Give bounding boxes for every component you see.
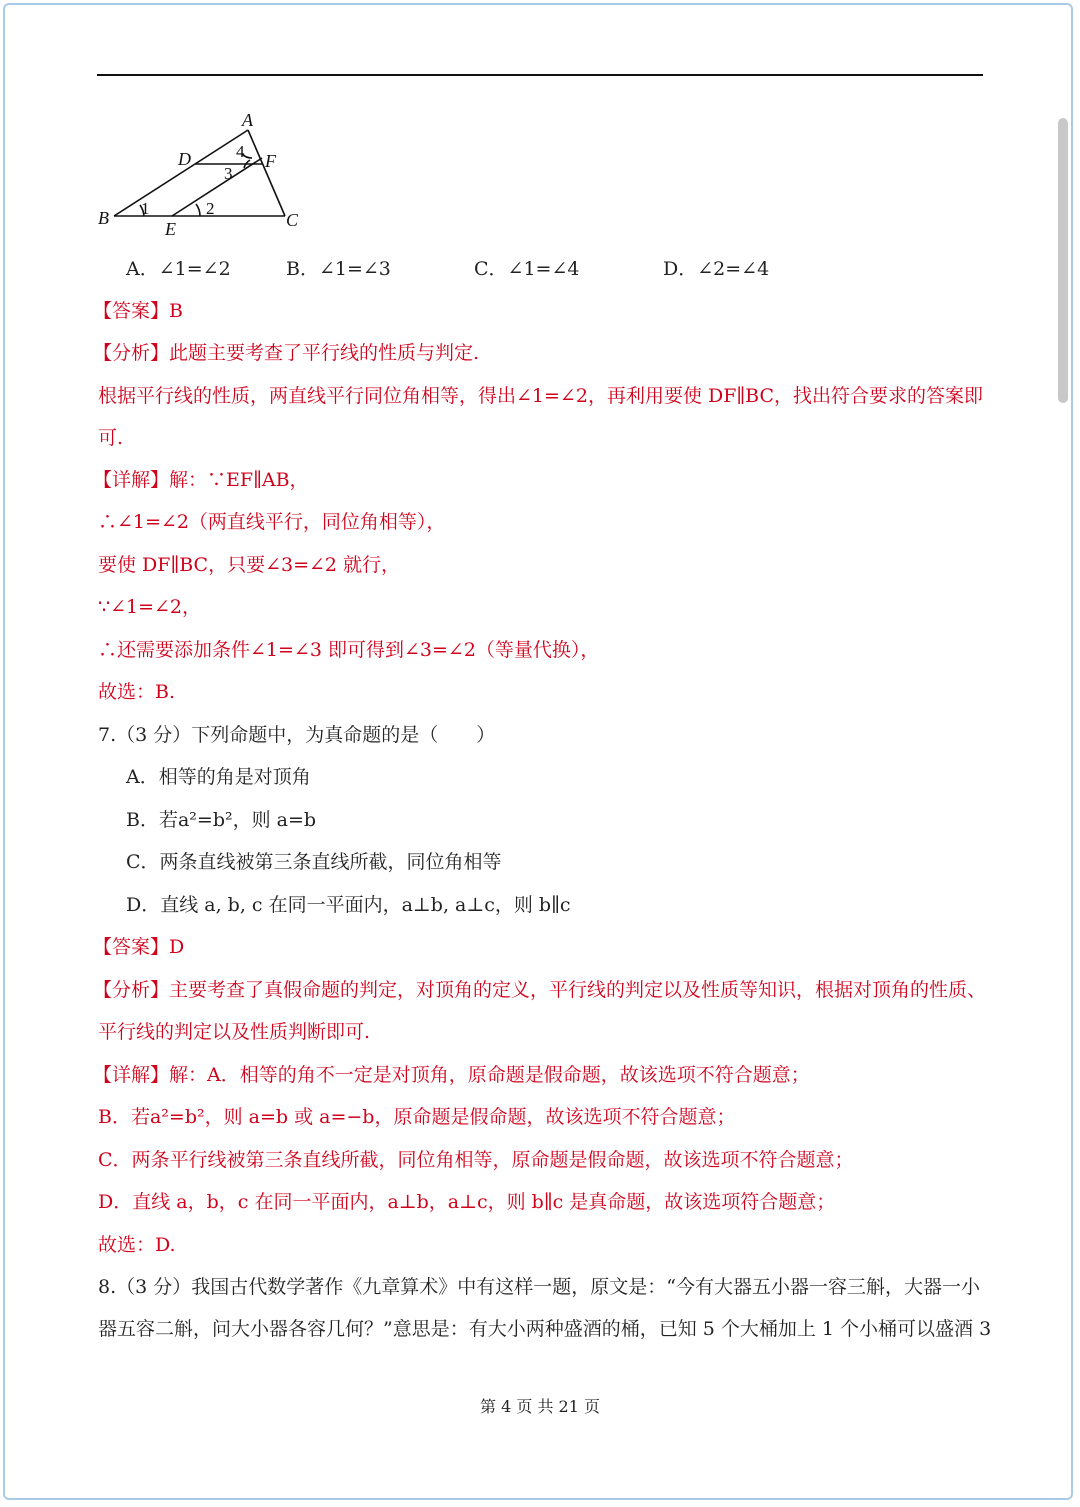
analysis-text: 主要考查了真假命题的判定，对顶角的定义，平行线的判定以及性质等知识，根据对顶角的性质、 <box>169 979 987 1001</box>
vertical-scrollbar[interactable] <box>1058 118 1068 403</box>
q8-line2: 器五容二斛，问大小器各容几何？”意思是：有大小两种盛酒的桶，已知 5 个大桶加上 1 个小桶可以盛酒 3 <box>98 1318 992 1340</box>
analysis-text: 此题主要考查了平行线的性质与判定. <box>169 342 480 364</box>
q7-option-a: A．相等的角是对顶角 <box>126 766 311 788</box>
analysis-tag: 【分析】 <box>93 342 170 364</box>
q6-analysis-line3: 可. <box>98 427 124 449</box>
label-b: B <box>98 208 109 228</box>
q7-option-d: D．直线 a, b, c 在同一平面内，a⊥b, a⊥c，则 b∥c <box>126 894 571 916</box>
label-angle-4: 4 <box>236 142 245 161</box>
label-f: F <box>265 151 276 171</box>
label-angle-1: 1 <box>141 199 150 218</box>
q6-detail <box>93 467 309 493</box>
detail-tag: 【详解】 <box>93 1064 170 1086</box>
label-a: A <box>242 110 253 130</box>
answer-value: D <box>169 936 185 958</box>
q7-detail-line3: C．两条平行线被第三条直线所截，同位角相等，原命题是假命题，故该选项不符合题意； <box>98 1149 854 1171</box>
detail-text: 解：∵EF∥AB， <box>169 469 309 491</box>
q7-analysis <box>93 977 986 1003</box>
header-rule <box>97 74 983 76</box>
q6-detail-line2: ∴∠1=∠2（两直线平行，同位角相等）， <box>98 511 446 533</box>
detail-text: 解：A．相等的角不一定是对顶角，原命题是假命题，故该选项不符合题意； <box>169 1064 810 1086</box>
q7-detail <box>93 1062 810 1088</box>
q6-answer <box>93 298 183 324</box>
line-ac <box>248 130 285 216</box>
arc-angle-2 <box>196 204 200 216</box>
q6-detail-line4: ∵∠1=∠2， <box>98 596 202 618</box>
label-angle-3: 3 <box>224 164 233 183</box>
label-d: D <box>178 149 191 169</box>
q6-option-a: A．∠1=∠2 <box>126 258 231 280</box>
answer-value: B <box>169 300 183 322</box>
q8-line1: 8.（3 分）我国古代数学著作《九章算术》中有这样一题，原文是：“今有大器五小器一容三斛，大器一小 <box>98 1276 980 1298</box>
q6-option-c: C．∠1=∠4 <box>474 258 580 280</box>
label-c: C <box>286 210 299 230</box>
q6-analysis <box>93 340 479 366</box>
q7-answer <box>93 934 184 960</box>
answer-tag: 【答案】 <box>93 300 170 322</box>
q7-analysis-line2: 平行线的判定以及性质判断即可. <box>98 1021 371 1043</box>
q6-detail-line5: ∴还需要添加条件∠1=∠3 即可得到∠3=∠2（等量代换）， <box>98 639 600 661</box>
label-e: E <box>165 219 176 239</box>
page-footer: 第 4 页 共 21 页 <box>480 1397 600 1416</box>
q7-detail-line2: B．若a²=b²，则 a=b 或 a=−b，原命题是假命题，故该选项不符合题意； <box>98 1106 736 1128</box>
q6-detail-line6: 故选：B. <box>98 681 176 703</box>
detail-tag: 【详解】 <box>93 469 170 491</box>
triangle-figure <box>92 108 312 243</box>
q7-detail-line4: D．直线 a，b，c 在同一平面内，a⊥b，a⊥c，则 b∥c 是真命题，故该选项符合题意； <box>98 1191 836 1213</box>
analysis-tag: 【分析】 <box>93 979 170 1001</box>
label-angle-2: 2 <box>206 199 215 218</box>
q6-analysis-line2: 根据平行线的性质，两直线平行同位角相等，得出∠1=∠2，再利用要使 DF∥BC，找出符合要求的答案即 <box>98 385 984 407</box>
answer-tag: 【答案】 <box>93 936 170 958</box>
q6-option-d: D．∠2=∠4 <box>663 258 770 280</box>
q6-option-b: B．∠1=∠3 <box>286 258 391 280</box>
q7-stem: 7.（3 分）下列命题中，为真命题的是（ ） <box>98 724 496 746</box>
q7-detail-line5: 故选：D. <box>98 1234 176 1256</box>
q7-option-b: B．若a²=b²，则 a=b <box>126 809 317 831</box>
q6-detail-line3: 要使 DF∥BC，只要∠3=∠2 就行， <box>98 554 401 576</box>
q7-option-c: C．两条直线被第三条直线所截，同位角相等 <box>126 851 502 873</box>
